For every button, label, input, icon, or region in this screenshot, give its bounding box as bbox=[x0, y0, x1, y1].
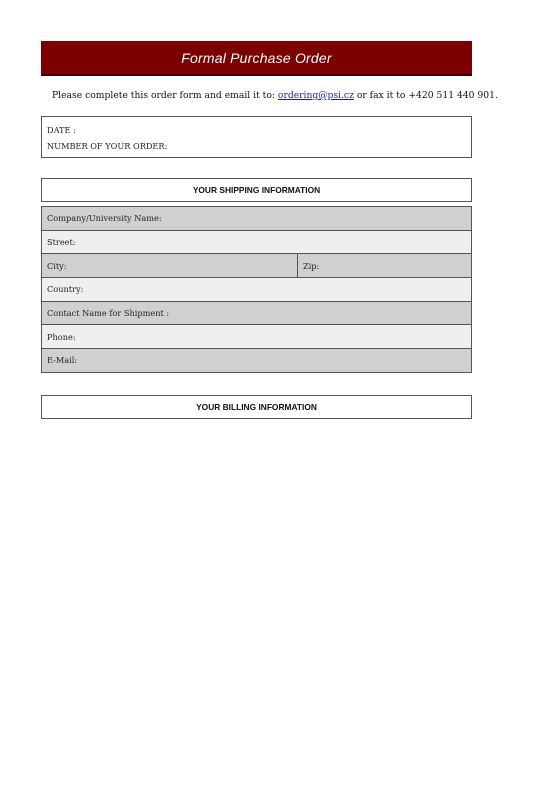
email-field[interactable]: E-Mail: bbox=[47, 355, 78, 366]
order-number-field[interactable]: NUMBER OF YOUR ORDER: bbox=[47, 141, 168, 151]
table-row bbox=[42, 254, 471, 278]
table-row bbox=[42, 207, 471, 231]
billing-title-label: YOUR BILLING INFORMATION bbox=[196, 402, 317, 412]
contact-name-field[interactable]: Contact Name for Shipment : bbox=[47, 308, 170, 319]
instructions-after: or fax it to +420 511 440 901. bbox=[353, 90, 498, 101]
city-field[interactable]: City: bbox=[42, 254, 298, 277]
company-field[interactable]: Company/University Name: bbox=[47, 213, 162, 224]
table-row bbox=[42, 278, 471, 302]
phone-field[interactable]: Phone: bbox=[47, 331, 76, 342]
instructions-text bbox=[52, 90, 522, 101]
country-field[interactable]: Country: bbox=[47, 284, 84, 295]
page-title: Formal Purchase Order bbox=[181, 49, 332, 66]
date-field[interactable]: DATE : bbox=[47, 125, 76, 135]
table-row bbox=[42, 325, 471, 349]
table-row bbox=[42, 231, 471, 255]
email-link[interactable]: ordering@psi.cz bbox=[277, 90, 354, 101]
table-row bbox=[42, 349, 471, 373]
billing-section-title bbox=[41, 395, 472, 419]
shipping-table bbox=[41, 206, 472, 373]
table-row bbox=[42, 302, 471, 326]
street-field[interactable]: Street: bbox=[47, 237, 76, 248]
shipping-title-label: YOUR SHIPPING INFORMATION bbox=[192, 185, 321, 195]
form-header bbox=[41, 41, 472, 76]
order-info-box bbox=[41, 116, 472, 158]
shipping-section-title bbox=[41, 178, 472, 202]
instructions-before: Please complete this order form and email it to: bbox=[52, 90, 278, 101]
zip-field[interactable]: Zip: bbox=[303, 260, 320, 271]
